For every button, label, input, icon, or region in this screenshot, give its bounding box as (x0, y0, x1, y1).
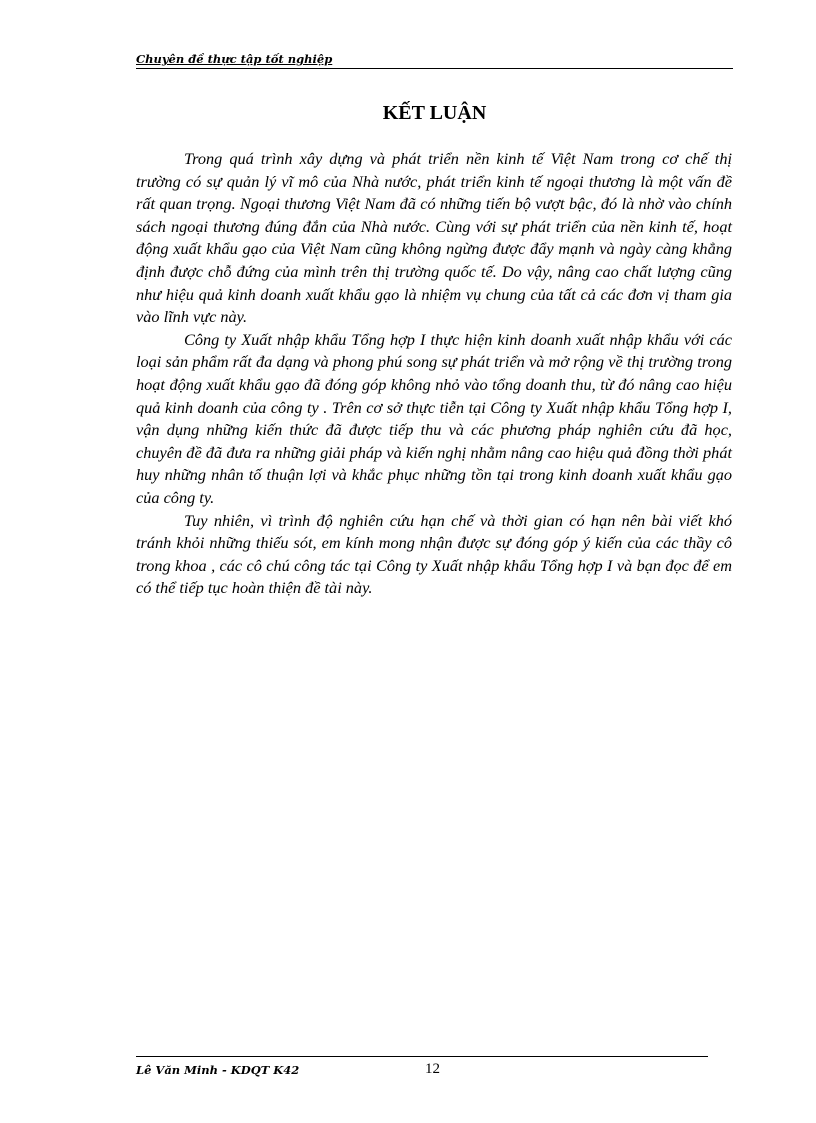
footer-author: Lê Văn Minh - KDQT K42 (136, 1063, 300, 1077)
paragraph-1: Trong quá trình xây dựng và phát triển nền kinh tế Việt Nam trong cơ chế thị trường có sự quản lý vĩ mô của Nhà nước, phát triển kinh tế ngoại thương là một vấn đề rất quan trọng. Ngoại thương Việt Nam đã có những tiến bộ vượt bậc, đó là nhờ vào chính sách ngoại thương đúng đắn của Nhà nước. Cùng với sự phát triển của nền kinh tế, hoạt động xuất khẩu gạo của Việt Nam cũng không ngừng được đẩy mạnh và ngày càng khẳng định được chỗ đứng của mình trên thị trường quốc tế. Do vậy, nâng cao chất lượng cũng như hiệu quả kinh doanh xuất khẩu gạo là nhiệm vụ chung của tất cả các đơn vị tham gia vào lĩnh vực này. (136, 149, 732, 327)
page-number: 12 (425, 1061, 440, 1077)
body-text (136, 148, 732, 600)
page-header (136, 52, 733, 69)
paragraph-2: Công ty Xuất nhập khẩu Tổng hợp I thực hiện kinh doanh xuất nhập khẩu với các loại sản phẩm rất đa dạng và phong phú song sự phát triển và mở rộng về thị trường trong hoạt động xuất khẩu gạo đã đóng góp không nhỏ vào tổng doanh thu, từ đó nâng cao hiệu quả kinh doanh của công ty . Trên cơ sở thực tiễn tại Công ty Xuất nhập khẩu Tổng hợp I, vận dụng những kiến thức đã được tiếp thu và các phương pháp nghiên cứu đã học, chuyên đề đã đưa ra những giải pháp và kiến nghị nhằm nâng cao hiệu quả đồng thời phát huy những nhân tố thuận lợi và khắc phục những tồn tại trong kinh doanh xuất khẩu gạo của công ty. (136, 329, 732, 507)
page-title: KẾT LUẬN (382, 102, 487, 124)
header-title: Chuyên đề thực tập tốt nghiệp (136, 52, 333, 66)
footer-divider (136, 1056, 708, 1057)
paragraph-3: Tuy nhiên, vì trình độ nghiên cứu hạn chế và thời gian có hạn nên bài viết khó tránh khỏi những thiếu sót, em kính mong nhận được sự đóng góp ý kiến của các thầy cô trong khoa , các cô chú công tác tại Công ty Xuất nhập khẩu Tổng hợp I và bạn đọc để em có thể tiếp tục hoàn thiện đề tài này. (136, 510, 732, 598)
